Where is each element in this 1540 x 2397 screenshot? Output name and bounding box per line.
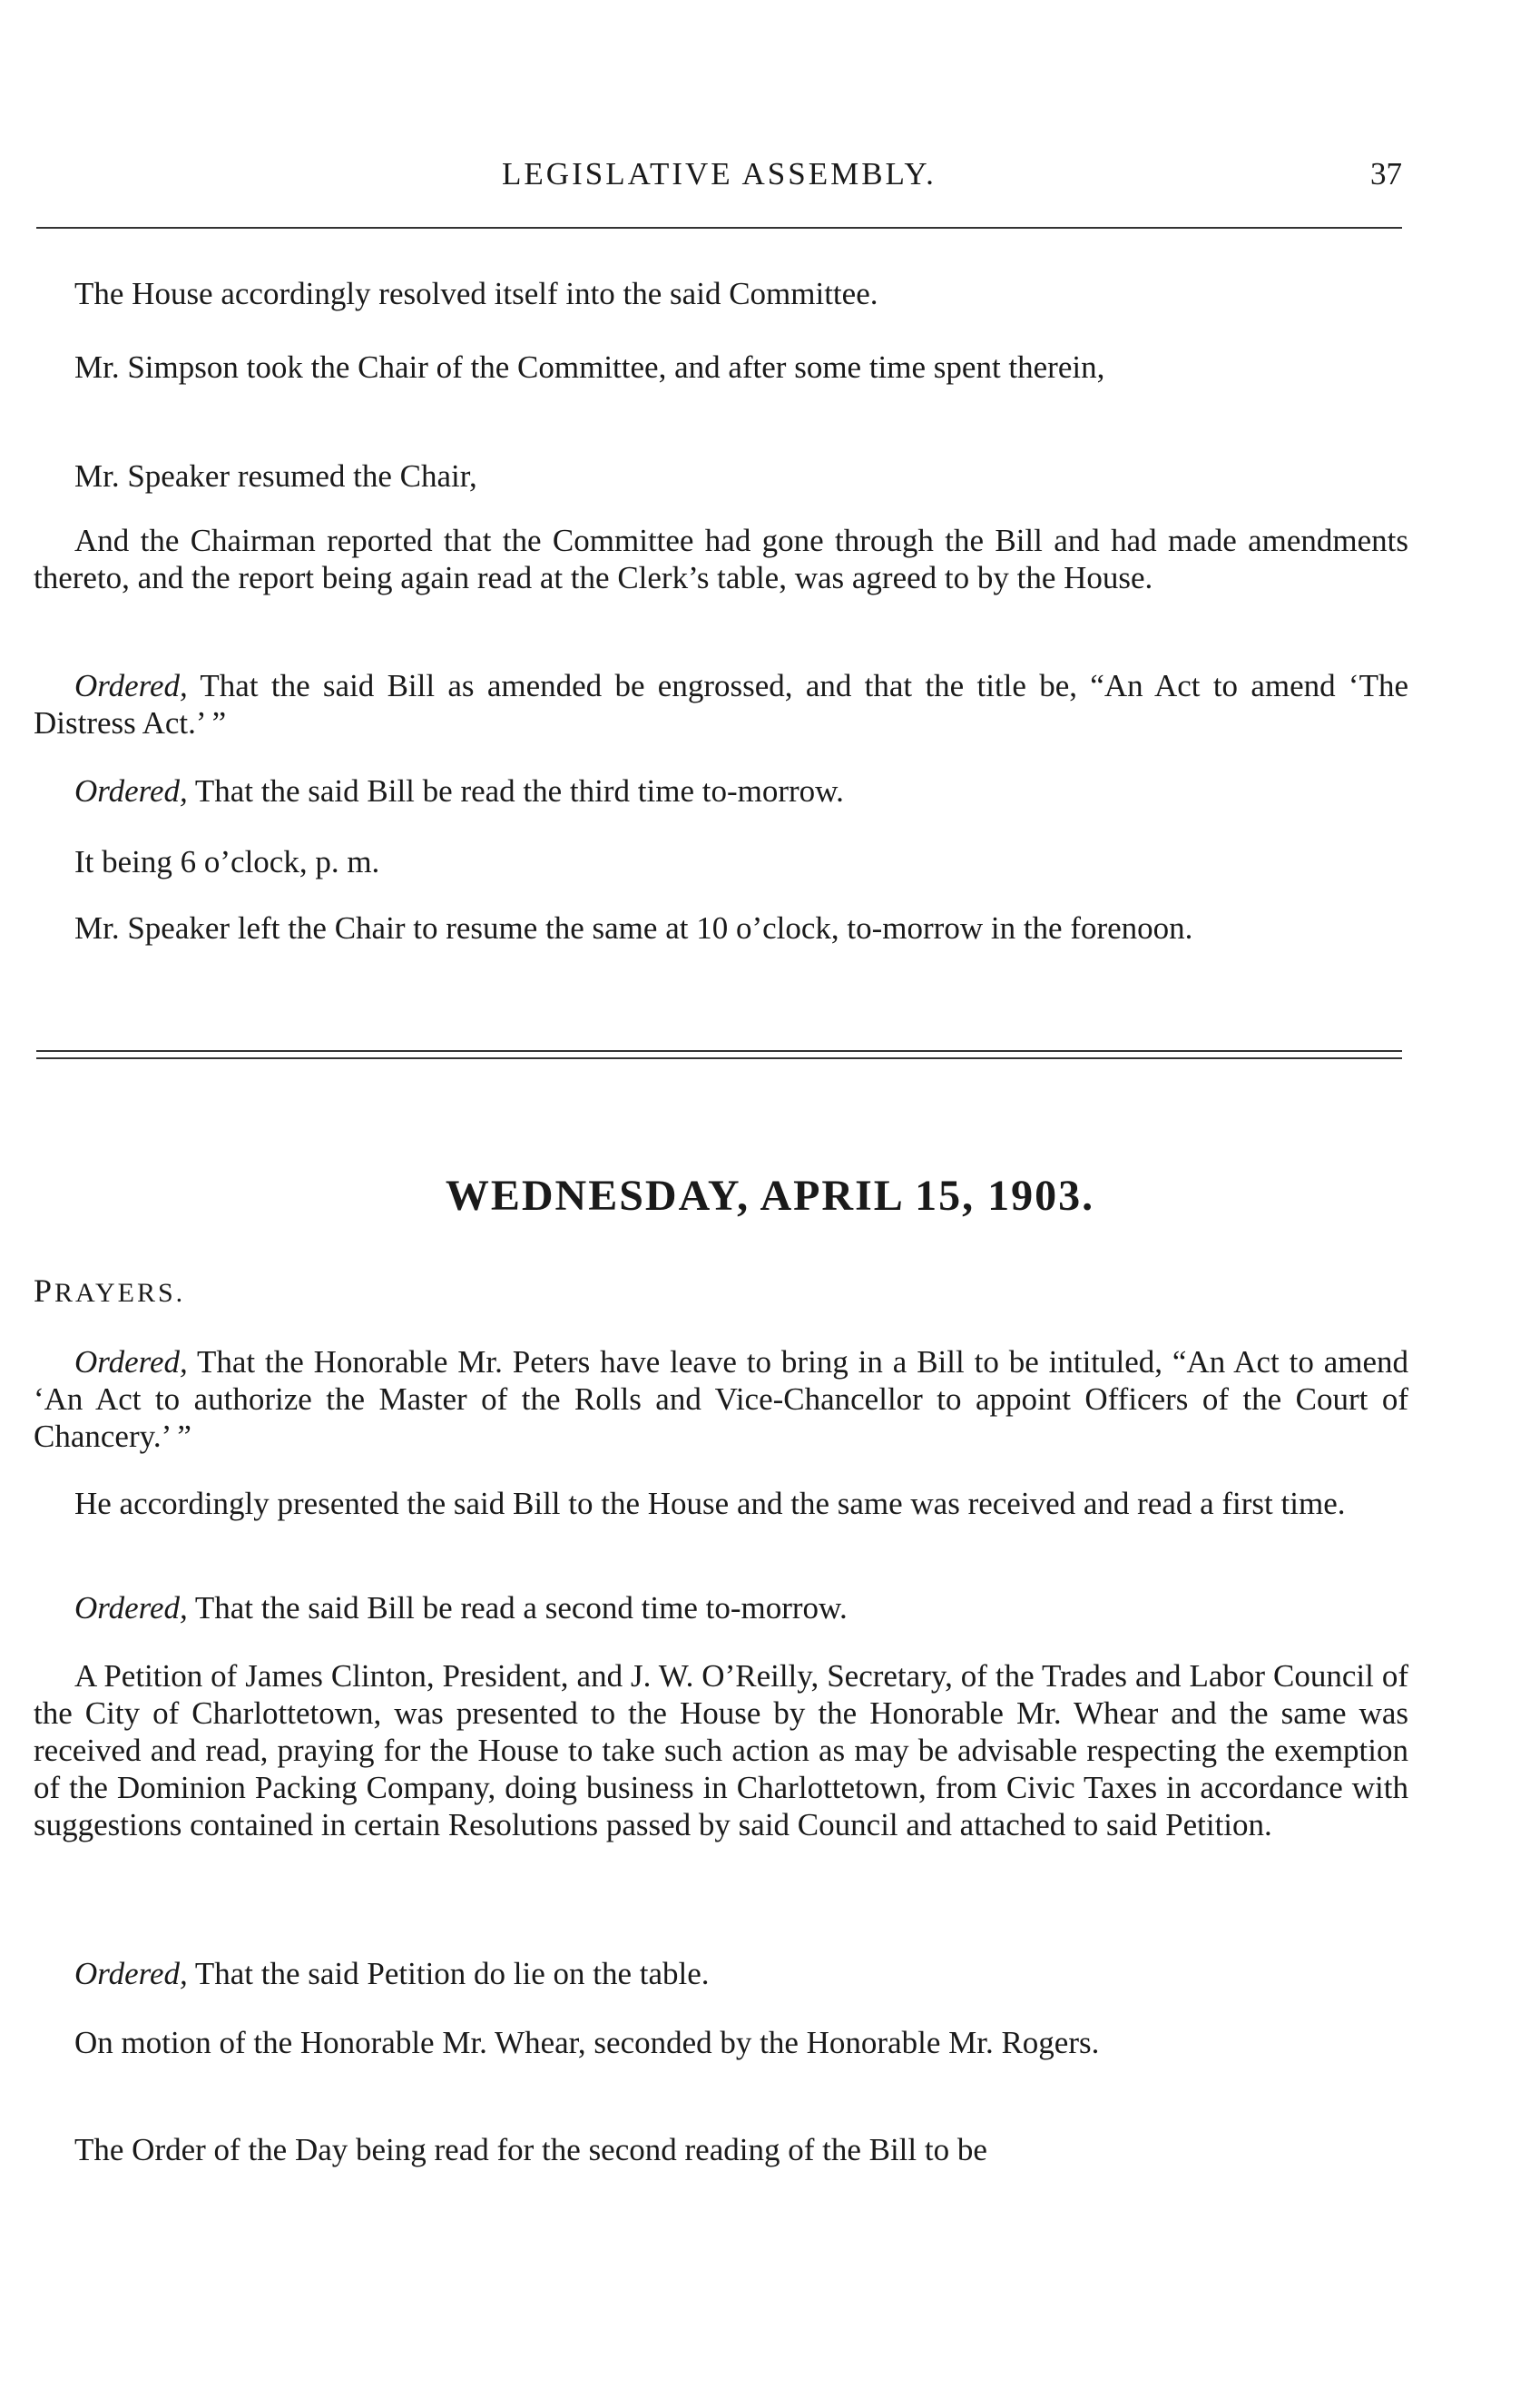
paragraph-order-of-day	[34, 2131, 1408, 2168]
paragraph-ordered-peters-bill	[34, 1343, 1408, 1455]
paragraph-speaker-left	[34, 909, 1408, 947]
paragraph-bill-presented	[34, 1485, 1408, 1522]
ordered-lead: Ordered,	[74, 773, 188, 809]
paragraph-text: That the Honorable Mr. Peters have leave to bring in a Bill to be intituled, “An Act to amend ‘An Act to authorize the Master of the Rolls and Vice-Chancellor to appoint Officers of the Court of Chancery.’ ”	[34, 1344, 1408, 1454]
paragraph-six-oclock	[34, 843, 1408, 880]
paragraph-simpson-chair	[34, 349, 1408, 386]
paragraph-ordered-petition-table	[34, 1955, 1408, 1992]
paragraph-text: He accordingly presented the said Bill to the House and the same was received and read a first time.	[74, 1486, 1346, 1521]
paragraph-text: And the Chairman reported that the Committee had gone through the Bill and had made amendments thereto, and the report being again read at the Clerk’s table, was agreed to by the House.	[34, 523, 1408, 595]
prayers-label	[34, 1272, 185, 1310]
header-rule	[36, 227, 1402, 229]
page-number: 37	[1370, 156, 1402, 192]
paragraph-chairman-reported	[34, 522, 1408, 596]
ordered-lead: Ordered,	[74, 1956, 188, 1991]
paragraph-text: It being 6 o’clock, p. m.	[74, 844, 380, 879]
paragraph-committee	[34, 275, 1408, 312]
paragraph-text: The House accordingly resolved itself into the said Committee.	[74, 276, 878, 311]
ordered-lead: Ordered,	[74, 1590, 188, 1626]
paragraph-ordered-third-reading	[34, 772, 1408, 810]
paragraph-ordered-engrossed	[34, 667, 1408, 742]
paragraph-text: A Petition of James Clinton, President, and J. W. O’Reilly, Secretary, of the Trades and Labor Council of the City of Charlottetown, was presented to the House by the Honorable Mr. Whear and the same was received and read, praying for the House to take such action as may be advisable respecting the exemption of the Dominion Packing Company, doing business in Charlottetown, from Civic Taxes in accordance with suggestions contained in certain Resolutions passed by said Council and attached to said Petition.	[34, 1658, 1408, 1842]
prayers-initial: P	[34, 1272, 55, 1309]
paragraph-text: Mr. Speaker resumed the Chair,	[74, 458, 477, 494]
paragraph-text: On motion of the Honorable Mr. Whear, seconded by the Honorable Mr. Rogers.	[74, 2025, 1100, 2060]
paragraph-motion-whear	[34, 2024, 1408, 2061]
ordered-lead: Ordered,	[74, 1344, 188, 1380]
paragraph-speaker-resumed	[34, 457, 1408, 495]
date-heading: WEDNESDAY, APRIL 15, 1903.	[445, 1172, 1095, 1220]
paragraph-text: That the said Bill be read a second time to-morrow.	[187, 1590, 848, 1626]
section-divider	[36, 1050, 1402, 1059]
running-title: LEGISLATIVE ASSEMBLY.	[502, 156, 937, 192]
paragraph-petition	[34, 1657, 1408, 1843]
paragraph-text: That the said Bill be read the third time to-morrow.	[187, 773, 844, 809]
paragraph-text: That the said Bill as amended be engrossed, and that the title be, “An Act to amend ‘The Distress Act.’ ”	[34, 668, 1408, 741]
paragraph-text: The Order of the Day being read for the second reading of the Bill to be	[74, 2132, 987, 2167]
prayers-rest: RAYERS.	[54, 1278, 186, 1308]
paragraph-text: Mr. Speaker left the Chair to resume the same at 10 o’clock, to-morrow in the forenoon.	[74, 910, 1193, 946]
paragraph-ordered-second-reading	[34, 1589, 1408, 1626]
running-head	[36, 156, 1402, 201]
paragraph-text: Mr. Simpson took the Chair of the Committee, and after some time spent therein,	[74, 349, 1105, 385]
ordered-lead: Ordered,	[74, 668, 188, 703]
paragraph-text: That the said Petition do lie on the table.	[187, 1956, 710, 1991]
